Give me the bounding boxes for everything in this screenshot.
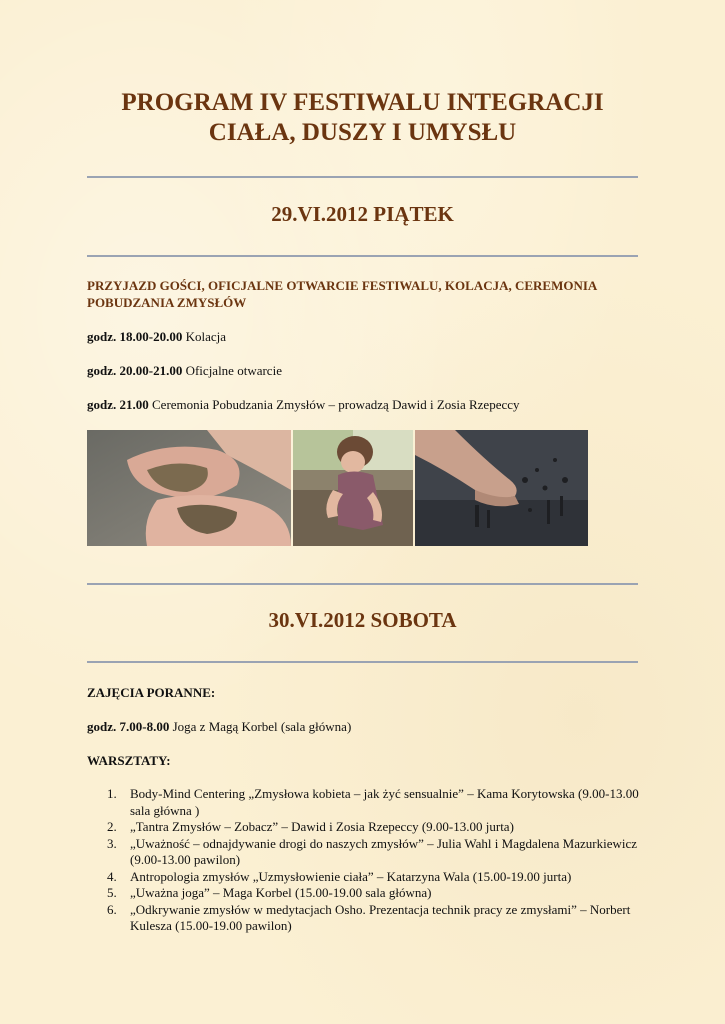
workshop-list [87, 786, 647, 935]
schedule-time: godz. 21.00 [87, 397, 149, 412]
list-number: 1. [107, 786, 117, 801]
workshop-text: Antropologia zmysłów „Uzmysłowienie ciała” – Katarzyna Wala (15.00-19.00 jurta) [130, 868, 572, 884]
list-number: 5. [107, 885, 117, 900]
schedule-time: godz. 7.00-8.00 [87, 719, 170, 734]
schedule-item [87, 396, 657, 413]
photo-hands-in-mud [87, 430, 291, 546]
schedule-item [87, 718, 657, 735]
day-1-section-title: PRZYJAZD GOŚCI, OFICJALNE OTWARCIE FESTIWALU, KOLACJA, CEREMONIA POBUDZANIA ZMYSŁÓW [87, 278, 597, 310]
list-number: 3. [107, 835, 117, 851]
list-item [87, 836, 647, 869]
list-number: 2. [107, 819, 117, 834]
schedule-time: godz. 18.00-20.00 [87, 329, 183, 344]
schedule-item [87, 328, 657, 345]
divider [87, 176, 638, 178]
workshops-heading: WARSZTATY: [87, 753, 171, 768]
list-item [87, 869, 647, 886]
workshop-text: „Tantra Zmysłów – Zobacz” – Dawid i Zosia Rzepeccy (9.00-13.00 jurta) [130, 819, 514, 834]
list-item [87, 819, 647, 836]
day-2-heading: 30.VI.2012 SOBOTA [268, 608, 457, 632]
page-title-line-1: PROGRAM IV FESTIWALU INTEGRACJI [121, 89, 604, 116]
workshop-text: „Uważna joga” – Maga Korbel (15.00-19.00 sala główna) [130, 885, 432, 900]
photo-child-in-mud [293, 430, 413, 546]
workshop-text: Body-Mind Centering „Zmysłowa kobieta – jak żyć sensualnie” – Kama Korytowska (9.00-13.00 sala główna ) [130, 786, 639, 818]
page-title [60, 88, 665, 148]
divider [87, 583, 638, 585]
morning-heading: ZAJĘCIA PORANNE: [87, 685, 216, 700]
schedule-item [87, 362, 657, 379]
list-item [87, 885, 647, 902]
workshop-text: „Odkrywanie zmysłów w medytacjach Osho. Prezentacja technik pracy ze zmysłami” – Norbert Kulesza (15.00-19.00 pawilon) [130, 901, 631, 933]
list-item [87, 786, 647, 819]
schedule-time: godz. 20.00-21.00 [87, 363, 183, 378]
schedule-text: Joga z Magą Korbel (sala główna) [169, 719, 352, 734]
photo-foot-splash [415, 430, 588, 546]
day-1-heading: 29.VI.2012 PIĄTEK [271, 202, 454, 226]
schedule-text: Ceremonia Pobudzania Zmysłów – prowadzą Dawid i Zosia Rzepeccy [148, 397, 520, 412]
schedule-text: Kolacja [182, 329, 227, 344]
page-title-line-2: CIAŁA, DUSZY I UMYSŁU [208, 119, 517, 146]
divider [87, 661, 638, 663]
workshop-text: „Uważność – odnajdywanie drogi do naszych zmysłów” – Julia Wahl i Magdalena Mazurkiewicz (9.00-13.00 pawilon) [130, 835, 637, 867]
list-number: 4. [107, 868, 117, 884]
list-number: 6. [107, 901, 117, 917]
list-item [87, 902, 647, 935]
schedule-text: Oficjalne otwarcie [182, 363, 282, 378]
divider [87, 255, 638, 257]
